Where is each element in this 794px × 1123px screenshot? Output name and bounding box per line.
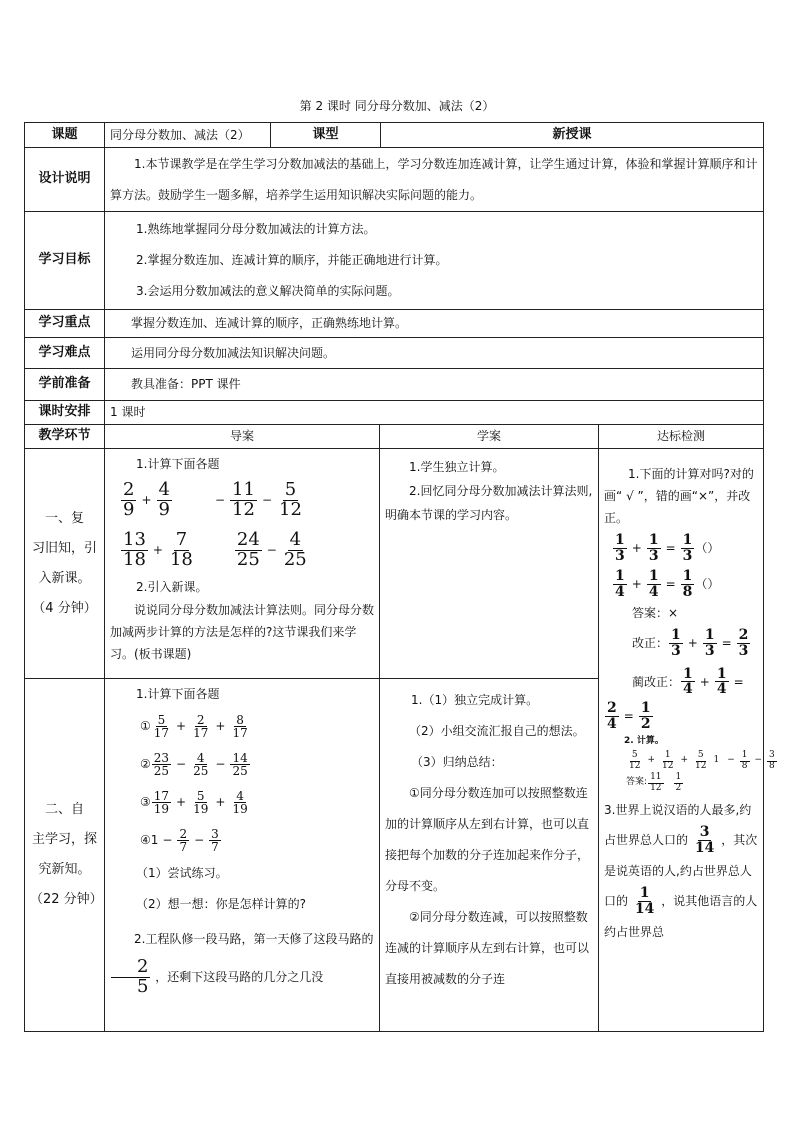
operator: − [215,757,226,772]
operator: + [215,719,226,734]
fraction: $\frac{5}{17}$ [153,712,170,741]
item-number: ② [140,757,151,772]
operator: − [176,757,187,772]
check-q2-answer [626,773,758,793]
check-q1: 1.下面的计算对吗?对的画“ √ ”，错的画“×”，并改正。 [604,467,754,525]
fraction: $\frac{1}{3}$ [682,532,693,564]
key-label: 学习重点 [25,310,105,338]
study-item: 2.回忆同分母分数加减法计算法则,明确本节课的学习内容。 [385,484,593,522]
fix-label: 改正： [632,636,669,651]
stage-text: 入新课。 [38,570,91,586]
schedule-label: 课时安排 [25,401,105,425]
fraction: $\frac{1}{12}$ [662,750,674,771]
course-value: 同分母分数加、减法（2） [105,123,271,148]
fraction: $\frac{11}{12}$ [650,772,662,793]
goal-item: 1.熟练地掌握同分母分数加减法的计算方法。 [136,222,376,236]
fraction: $\frac{7}{18}$ [169,529,193,571]
study-item: （3）归纳总结： [411,755,503,769]
answer-bracket: （） [695,540,720,555]
operator: − [162,833,173,848]
fraction: $\frac{1}{3}$ [704,627,715,660]
item-number: ① [140,719,151,734]
fraction: $\frac{1}{4}$ [648,568,659,601]
guide-step: （2）想一想：你是怎样计算的? [136,896,307,911]
fraction: $\frac{14}{25}$ [232,750,248,779]
type-value: 新授课 [381,123,764,148]
exercise-row [140,786,374,820]
operator: + [699,674,710,689]
check-q2-row [626,750,775,771]
fraction: $\frac{17}{19}$ [153,788,170,817]
q3-text: 3.世界上说汉语的人最多,约占世界总人口的 [604,803,752,848]
fraction: $\frac{5}{12}$ [279,479,302,521]
guide-heading: 1.计算下面各题 [136,457,220,471]
study-item: （2）小组交流汇报自己的想法。 [409,724,585,738]
operator: = [721,636,732,651]
guide-step: （1）尝试练习。 [136,865,228,880]
study-1 [380,449,599,679]
stage-text: （22 分钟） [30,892,103,907]
guide-2 [105,679,380,1032]
fraction: $\frac{2}{5}$ [111,958,150,997]
fraction: $\frac{2}{4}$ [607,700,617,732]
fraction: $\frac{1}{4}$ [683,665,693,698]
fraction: $\frac{1}{14}$ [634,885,655,917]
check-q3 [604,795,758,946]
operator: = [665,577,676,592]
stage-text: 二、自 [44,802,84,817]
fraction: $\frac{2}{3}$ [738,627,749,660]
fraction: $\frac{1}{4}$ [716,665,727,698]
lesson-plan-table [24,122,775,1032]
study-item: 1.学生独立计算。 [409,460,505,474]
schedule-text: 1 课时 [105,401,764,425]
col-stage-header: 教学环节 [25,425,105,449]
guide-1 [105,449,380,679]
answer-label: 答案: [626,777,648,788]
fraction: $\frac{5}{19}$ [193,788,209,817]
fraction: $\frac{23}{25}$ [153,750,170,779]
fraction: $\frac{4}{9}$ [158,479,170,521]
operator: + [680,755,689,766]
difficulty-text: 运用同分母分数加减法知识解决问题。 [105,338,764,369]
fraction: $\frac{1}{2}$ [675,772,682,793]
exercise-row [140,748,374,782]
fraction: $\frac{5}{12}$ [629,750,641,771]
item-number: ③ [140,795,151,810]
problem-text: ，还剩下这段马路的几分之几没 [155,969,324,984]
fraction: $\frac{4}{19}$ [232,788,248,817]
check-fix-row [632,628,758,658]
operator: = [733,674,744,689]
operator: − [261,493,272,508]
check-answer: 答案：× [632,605,679,620]
operator: − [214,493,226,508]
col-study-header: 学案 [380,425,599,449]
fraction: $\frac{1}{8}$ [741,750,748,771]
check-fraction-row [612,533,758,563]
col-check-header: 达标检测 [599,425,764,449]
exercise-row [120,478,374,524]
item-number: ④1 [140,833,159,848]
operator: − [727,755,735,766]
operator: + [631,577,642,592]
operator: + [631,540,642,555]
fraction: $\frac{3}{8}$ [769,750,775,771]
operator: = [665,540,676,555]
prep-label: 学前准备 [25,369,105,401]
exercise-row [120,528,374,574]
stage-text: 习旧知，引 [31,540,97,556]
exercise-row [140,710,374,744]
goals-label: 学习目标 [25,212,105,310]
goals-list [105,212,764,310]
prep-text: 教具准备：PPT 课件 [105,369,764,401]
fraction: $\frac{1}{3}$ [615,532,625,564]
check-fix-row [632,667,758,697]
fraction: $\frac{13}{18}$ [123,529,146,571]
operator: − [754,755,763,766]
fraction: $\frac{2}{9}$ [123,479,135,521]
study-2 [380,679,599,1032]
operator: − [194,833,205,848]
guide-step: 2.引入新课。 [136,579,208,594]
operator: + [152,543,163,558]
q3-text: ，其次是说英语的人,约占世界总人口的 [604,833,758,908]
design-text: 1.本节课教学是在学生学习分数加减法的基础上，学习分数连加连减计算，让学生通过计算，体验和掌握计算顺序和计算方法。鼓励学生一题多解，培养学生运用知识解决实际问题的能力。 [105,148,764,212]
guide-paragraph: 说说同分母分数加减法计算法则。同分母分数加减两步计算的方法是怎样的?这节课我们来学习。(板书课题) [110,603,375,662]
check-fix-row [604,701,758,731]
stage-text: 主学习，探 [31,832,97,847]
stage-text: 一、复 [44,510,84,526]
fraction: $\frac{3}{7}$ [211,826,219,855]
check-fraction-row [612,569,758,599]
operator: + [647,755,656,766]
guide-problem [110,920,374,997]
fraction: $\frac{2}{7}$ [179,826,188,855]
check-q2: 2. 计算。 [624,736,664,747]
col-guide-header: 导案 [105,425,380,449]
fraction: $\frac{1}{3}$ [671,627,681,660]
fraction: $\frac{11}{12}$ [232,479,255,521]
key-text: 掌握分数连加、连减计算的顺序，正确熟练地计算。 [105,310,764,338]
study-item: ①同分母分数连加可以按照整数连加的计算顺序从左到右计算，也可以直接把每个加数的分子连加起来作分子，分母不变。 [385,786,590,893]
problem-text: 2.工程队修一段马路，第一天修了这段马路的 [134,931,374,946]
operator: + [176,795,187,810]
study-item: 1.（1）独立完成计算。 [411,693,539,707]
fraction: $\frac{8}{17}$ [232,712,248,741]
operator: + [141,493,152,508]
stage-1 [25,449,105,679]
type-label: 课型 [271,123,381,148]
q3-text: ，说其他语言的人约占世界总 [604,893,758,939]
fraction: $\frac{2}{17}$ [193,712,209,741]
page-title: 第 2 课时 同分母分数加、减法（2） [299,99,495,113]
guide-heading: 1.计算下面各题 [136,687,220,701]
fraction: $\frac{24}{25}$ [236,529,260,571]
operator: = [623,708,634,723]
fraction: $\frac{1}{3}$ [648,532,659,564]
stage-text: （4 分钟） [32,600,97,616]
fraction: $\frac{4}{25}$ [193,750,209,779]
operator: − [266,543,277,558]
fraction: $\frac{1}{8}$ [682,568,693,601]
fraction: $\frac{4}{25}$ [283,529,307,571]
course-label: 课题 [25,123,105,148]
stage-text: 究新知。 [38,862,91,877]
study-item: ②同分母分数连减，可以按照整数连减的计算顺序从左到右计算，也可以直接用被减数的分子连 [385,910,590,986]
operator: + [687,636,698,651]
design-label: 设计说明 [25,148,105,212]
fraction: $\frac{1}{2}$ [640,700,651,732]
operator: + [215,795,226,810]
fix-label: 蔺改正： [632,674,681,689]
exercise-row [140,824,374,858]
answer-bracket: （） [695,577,720,592]
operator: + [176,719,187,734]
stage-2 [25,679,105,1032]
fraction: $\frac{1}{4}$ [615,568,625,601]
fraction: $\frac{5}{12}$ [695,750,707,771]
goal-item: 3.会运用分数加减法的意义解决简单的实际问题。 [136,284,400,298]
operand: 1 [713,755,720,766]
goal-item: 2.掌握分数连加、连减计算的顺序，并能正确地进行计算。 [136,253,448,267]
check-column [599,449,775,1032]
difficulty-label: 学习难点 [25,338,105,369]
fraction: $\frac{3}{14}$ [694,824,715,857]
